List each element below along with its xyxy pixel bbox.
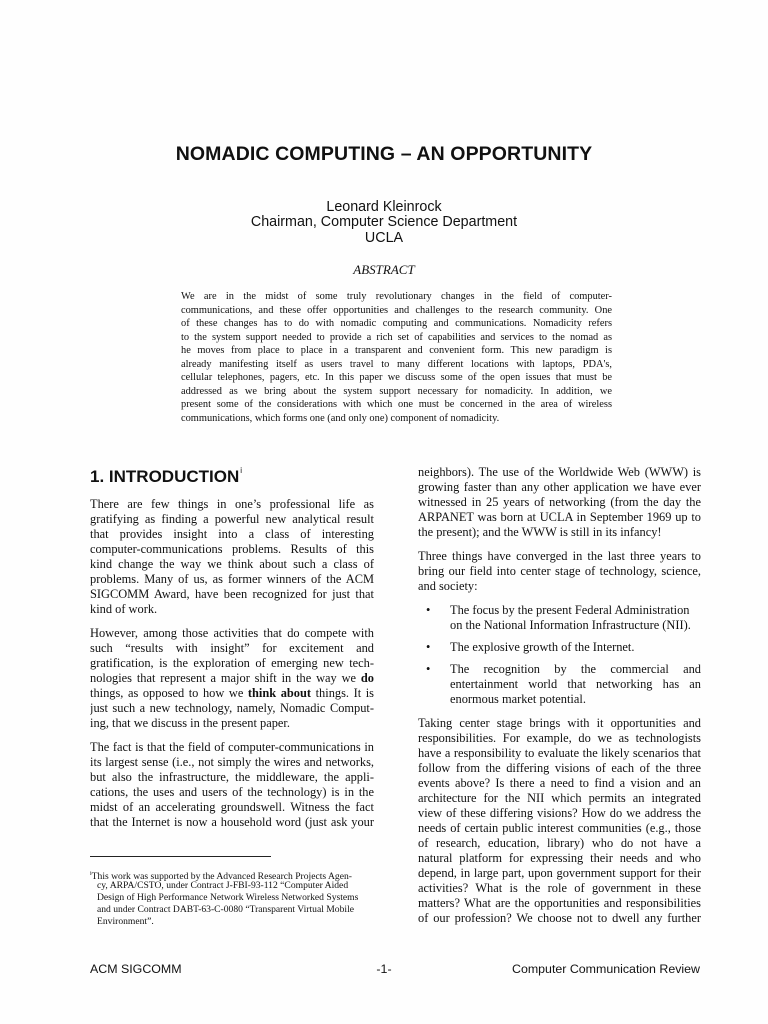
- paragraph: [90, 497, 374, 617]
- text-line: just such a new technology, namely, Nomadic Comput-: [90, 701, 374, 715]
- text-line: activities? What is the role of government in these: [418, 881, 701, 895]
- text-line: on the National Information Infrastructure (NII).: [450, 618, 691, 632]
- text-line: depend, in large part, upon government support for their: [418, 866, 701, 880]
- text-line: SIGCOMM Award, have been recognized for just that: [90, 587, 374, 601]
- text-run: This work was supported by the Advanced Research Projects Agen-: [91, 871, 352, 883]
- abstract-line: already manifesting itself as users travel to many different locations with laptops, PDA's,: [181, 358, 612, 370]
- section-title: INTRODUCTION: [108, 467, 240, 486]
- footnote-divider: [90, 856, 271, 857]
- text-line: entertainment world that networking has an: [450, 677, 701, 691]
- author-affiliation: Chairman, Computer Science Department: [250, 214, 518, 230]
- abstract-line: present some of the considerations with which one must be concerned in the area of wireless: [181, 399, 612, 410]
- paragraph: [418, 716, 701, 926]
- footnote: [90, 868, 358, 928]
- text-run: things, as opposed to how we: [90, 686, 244, 700]
- emphasis-think-about: think about: [247, 686, 312, 700]
- section-number: 1.: [90, 467, 105, 486]
- text-line: Three things have converged in the last three years to: [418, 549, 701, 563]
- section-heading: [90, 467, 242, 487]
- text-line: events above? Is there a need to find a vision and an: [418, 776, 701, 790]
- footer-journal: Computer Communication Review: [512, 962, 700, 976]
- text-line: The fact is that the field of computer-communications in: [90, 740, 374, 754]
- text-line: bring our field into center stage of technology, science,: [418, 564, 701, 578]
- text-line: have a responsibility to evaluate the likely scenarios that: [418, 746, 701, 760]
- abstract-line: cellular telephones, pagers, etc. In this paper we discuss some of the open issues that must be: [181, 372, 612, 383]
- text-line: witnessed in 25 years of networking (from the day the: [418, 495, 701, 509]
- paragraph: [90, 740, 374, 830]
- text-line: ing, that we discuss in the present paper.: [90, 716, 290, 730]
- abstract-line: addressed as we bring about the system support necessary for nomadicity. In addition, we: [181, 385, 612, 397]
- footer-venue: ACM SIGCOMM: [90, 962, 182, 976]
- text-line: the present); and the WWW is still in its infancy!: [418, 525, 662, 539]
- text-line: cations, the uses and users of the technology) is in the: [90, 785, 374, 799]
- text-line: gratification, is the exploration of emerging new tech-: [90, 656, 374, 670]
- page-number: -1-: [376, 962, 392, 976]
- text-line: However, among those activities that do compete with: [90, 626, 374, 640]
- text-line: [90, 671, 374, 686]
- text-line: Design of High Performance Network Wireless Networked Systems: [97, 892, 359, 903]
- text-line: The recognition by the commercial and: [450, 662, 701, 676]
- text-line: follow from the differing visions of each of the three: [418, 761, 701, 775]
- text-line: that the Internet is now a household word (just ask your: [90, 815, 374, 829]
- text-line: Environment”.: [97, 916, 154, 927]
- bullet-item: [418, 662, 701, 707]
- paragraph: [90, 626, 374, 731]
- abstract-body: [181, 290, 612, 425]
- text-line: The explosive growth of the Internet.: [450, 640, 635, 654]
- paragraph: [418, 549, 701, 594]
- right-column: [418, 465, 701, 926]
- text-line: kind change the way we think about such a class of: [90, 557, 374, 571]
- bullet-icon: •: [426, 640, 431, 654]
- bullet-list: [418, 603, 701, 707]
- text-line: The focus by the present Federal Administration: [450, 603, 690, 617]
- author-institution: UCLA: [364, 230, 404, 246]
- emphasis-do: do: [360, 671, 374, 685]
- abstract-line: of these changes has to do with nomadic computing and communications. Nomadicity refers: [181, 318, 612, 329]
- abstract-line: communications, and these offer opportunities and challenges to the research community. One: [181, 304, 612, 316]
- text-line: of research, education, library) who do not have a: [418, 836, 701, 850]
- text-line: There are few things in one’s professional life as: [90, 497, 374, 511]
- text-line: kind of work.: [90, 602, 158, 616]
- abstract-line: to the system support needed to provide a rich set of capabilities and services to the nomad as: [181, 331, 612, 343]
- footnote-reference[interactable]: i: [240, 466, 243, 475]
- abstract-heading: ABSTRACT: [353, 262, 415, 277]
- bullet-icon: •: [426, 662, 431, 676]
- text-line: computer-communications problems. Results of this: [90, 542, 374, 556]
- abstract-line: We are in the midst of some truly revolutionary changes in the field of computer-: [181, 291, 612, 302]
- text-line: [90, 868, 358, 883]
- text-run: things. It is: [315, 686, 374, 700]
- text-line: and under Contract DABT-63-C-0080 “Transparent Virtual Mobile: [97, 904, 354, 915]
- left-column: [90, 497, 374, 830]
- bullet-icon: •: [426, 603, 431, 617]
- text-line: Taking center stage brings with it opportunities and: [418, 716, 701, 730]
- text-line: responsibilities. For example, do we as technologists: [418, 731, 701, 745]
- bullet-item: [418, 640, 701, 655]
- text-line: matters? What are the opportunities and responsibilities: [418, 896, 701, 910]
- text-line: ARPANET was born at UCLA in September 1969 up to: [418, 510, 701, 524]
- footnote-mark: i: [90, 871, 92, 877]
- text-line: its largest sense (i.e., not simply the wires and networks,: [90, 755, 374, 769]
- bullet-item: [418, 603, 701, 633]
- text-line: natural platform for expressing their needs and who: [418, 851, 701, 865]
- text-line: such “results with insight” for excitement and: [90, 641, 374, 655]
- text-line: of our profession? We choose not to dwell any further: [418, 911, 701, 925]
- text-line: cy, ARPA/CSTO, under Contract J-FBI-93-112 “Computer Aided: [97, 880, 349, 891]
- text-line: neighbors). The use of the Worldwide Web (WWW) is: [418, 465, 701, 479]
- text-line: architecture for the NII which permits an integrated: [418, 791, 701, 805]
- text-line: but also the infrastructure, the middleware, the appli-: [90, 770, 374, 784]
- text-line: that provides insight into a class of interesting: [90, 527, 374, 541]
- text-run: nologies that represent a major shift in the way we: [90, 671, 357, 685]
- text-line: and society:: [418, 579, 478, 593]
- paragraph: [418, 465, 701, 540]
- text-line: gratifying as finding a powerful new analytical result: [90, 512, 374, 526]
- text-line: problems. Many of us, as former winners of the ACM: [90, 572, 374, 586]
- text-line: view of these differing visions? How do we address the: [418, 806, 701, 820]
- abstract-line: he moves from place to place in a transparent and convenient form. This new paradigm is: [181, 345, 612, 356]
- text-line: growing faster than any other application we have ever: [418, 480, 701, 494]
- abstract-line: communications, which forms one (and only one) component of nomadicity.: [181, 412, 500, 424]
- text-line: [90, 686, 374, 701]
- paper-title: NOMADIC COMPUTING – AN OPPORTUNITY: [175, 143, 593, 165]
- author-name: Leonard Kleinrock: [326, 199, 442, 215]
- text-line: enormous market potential.: [450, 692, 586, 706]
- text-line: midst of an accelerating groundswell. Witness the fact: [90, 800, 374, 814]
- text-line: needs of certain public interest communities (e.g., those: [418, 821, 701, 835]
